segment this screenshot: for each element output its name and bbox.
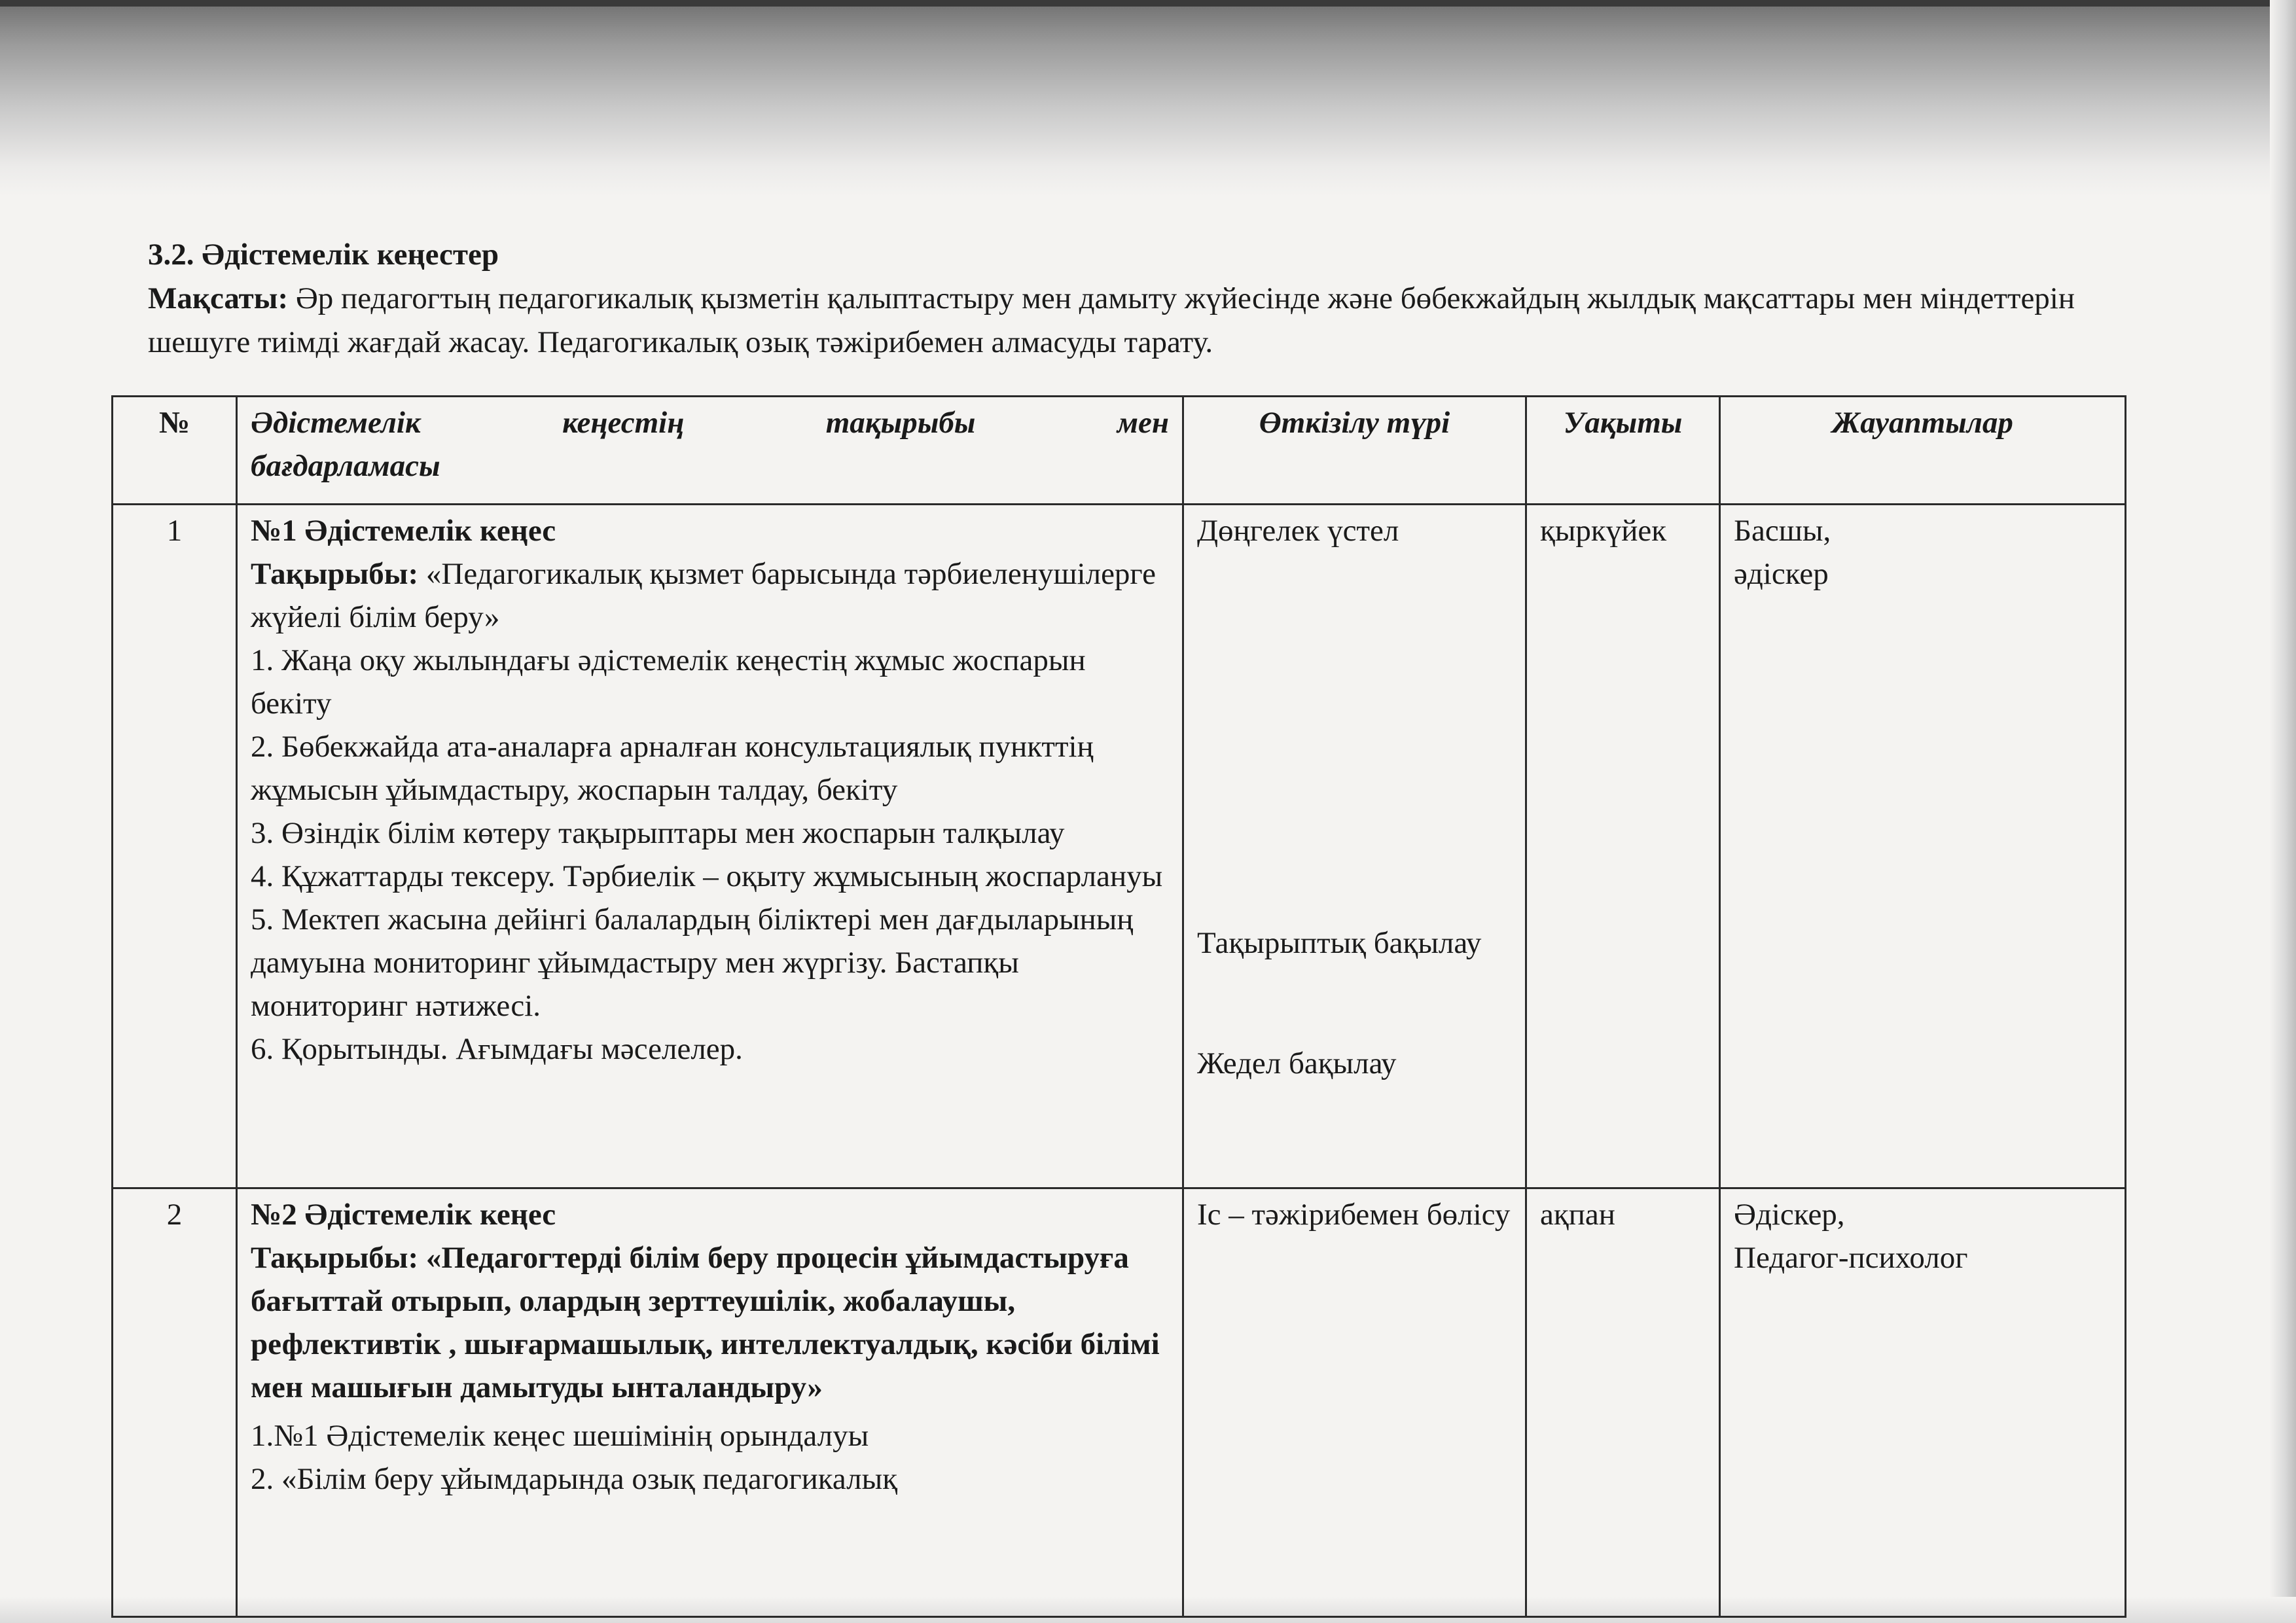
row-responsible-cell (1720, 505, 2126, 1188)
col-header-topic-line2: бағдарламасы (251, 449, 440, 483)
col-header-time: Уақыты (1526, 397, 1720, 505)
councils-table (111, 395, 2126, 1618)
responsible-item: Әдіскер, (1734, 1198, 1845, 1232)
agenda-item: 5. Мектеп жасына дейінгі балалардың біліктері мен дағдыларының дамуына мониторинг ұйымдастыру мен жүргізу. Бастапқы мониторинг нәтижесі. (251, 902, 1134, 1023)
table-row (113, 1188, 2126, 1617)
agenda-item: 1.№1 Әдістемелік кеңес шешімінің орындалуы (251, 1419, 869, 1453)
table-header-row (113, 397, 2126, 505)
section-title: 3.2. Әдістемелік кеңестер (148, 238, 499, 272)
topic-text: «Педагогтерді білім беру процесін ұйымдастыруға бағыттай отырып, олардың зерттеушілік, жобалаушы, рефлективтік , шығармашылық, интеллектуалдық, кәсіби білімі мен машығын дамытуды ынталандыру» (251, 1241, 1160, 1404)
goal-text: Әр педагогтың педагогикалық қызметін қалыптастыру мен дамыту жүйесінде және бөбекжайдың жылдық мақсаттары мен міндеттерін шешуге тиімді жағдай жасау. Педагогикалық озық тәжірибемен алмасуды тарату. (148, 281, 2075, 359)
col-header-num: № (113, 397, 237, 505)
col-header-topic-line1: Әдістемелік кеңестің тақырыбы мен (251, 406, 1169, 440)
council-topic (251, 552, 1169, 639)
row-topic-cell (237, 1188, 1183, 1617)
topic-label: Тақырыбы: (251, 1241, 419, 1275)
responsible-item: Басшы, (1734, 514, 1831, 548)
row-form-cell (1183, 1188, 1526, 1617)
responsible-item: Педагог-психолог (1734, 1241, 1968, 1275)
row-responsible-cell (1720, 1188, 2126, 1617)
spacer (1197, 965, 1512, 1042)
agenda-item: 4. Құжаттарды тексеру. Тәрбиелік – оқыту жұмысының жоспарлануы (251, 859, 1163, 893)
table-row (113, 505, 2126, 1188)
goal-label: Мақсаты: (148, 281, 289, 315)
agenda-item: 2. «Білім беру ұйымдарында озық педагогикалық (251, 1462, 898, 1496)
row-topic-cell (237, 505, 1183, 1188)
row-form-cell (1183, 505, 1526, 1188)
row-number: 1 (113, 505, 237, 1188)
row-time-cell: қыркүйек (1526, 505, 1720, 1188)
form-item: Дөңгелек үстел (1197, 514, 1399, 548)
form-item: Тақырыптық бақылау (1197, 926, 1482, 960)
agenda-item: 1. Жаңа оқу жылындағы әдістемелік кеңестің жұмыс жоспарын бекіту (251, 643, 1086, 721)
scan-shadow-top (0, 0, 2296, 196)
council-title: №1 Әдістемелік кеңес (251, 514, 556, 548)
agenda-item: 6. Қорытынды. Ағымдағы мәселелер. (251, 1032, 743, 1066)
goal-paragraph (148, 277, 2138, 365)
council-topic (251, 1236, 1169, 1409)
row-time-cell: ақпан (1526, 1188, 1720, 1617)
form-item: Жедел бақылау (1197, 1046, 1397, 1080)
responsible-item: әдіскер (1734, 557, 1829, 591)
agenda-item: 2. Бөбекжайда ата-аналарға арналған консультациялық пункттің жұмысын ұйымдастыру, жоспарын талдау, бекіту (251, 730, 1094, 807)
scan-edge (0, 0, 2296, 7)
topic-label: Тақырыбы: (251, 557, 419, 591)
col-header-responsible: Жауаптылар (1720, 397, 2126, 505)
scan-shadow-right (2270, 0, 2296, 1623)
council-title: №2 Әдістемелік кеңес (251, 1198, 556, 1232)
agenda-item: 3. Өзіндік білім көтеру тақырыптары мен жоспарын талқылау (251, 816, 1065, 850)
row-number: 2 (113, 1188, 237, 1617)
spacer (251, 1409, 1169, 1414)
col-header-topic (237, 397, 1183, 505)
topic-text: «Педагогикалық қызмет барысында тәрбиеленушілерге жүйелі білім беру» (251, 557, 1156, 634)
col-header-form: Өткізілу түрі (1183, 397, 1526, 505)
form-item: Іс – тәжірибемен бөлісу (1197, 1198, 1511, 1232)
spacer (1197, 552, 1512, 921)
document-header (148, 233, 2138, 365)
